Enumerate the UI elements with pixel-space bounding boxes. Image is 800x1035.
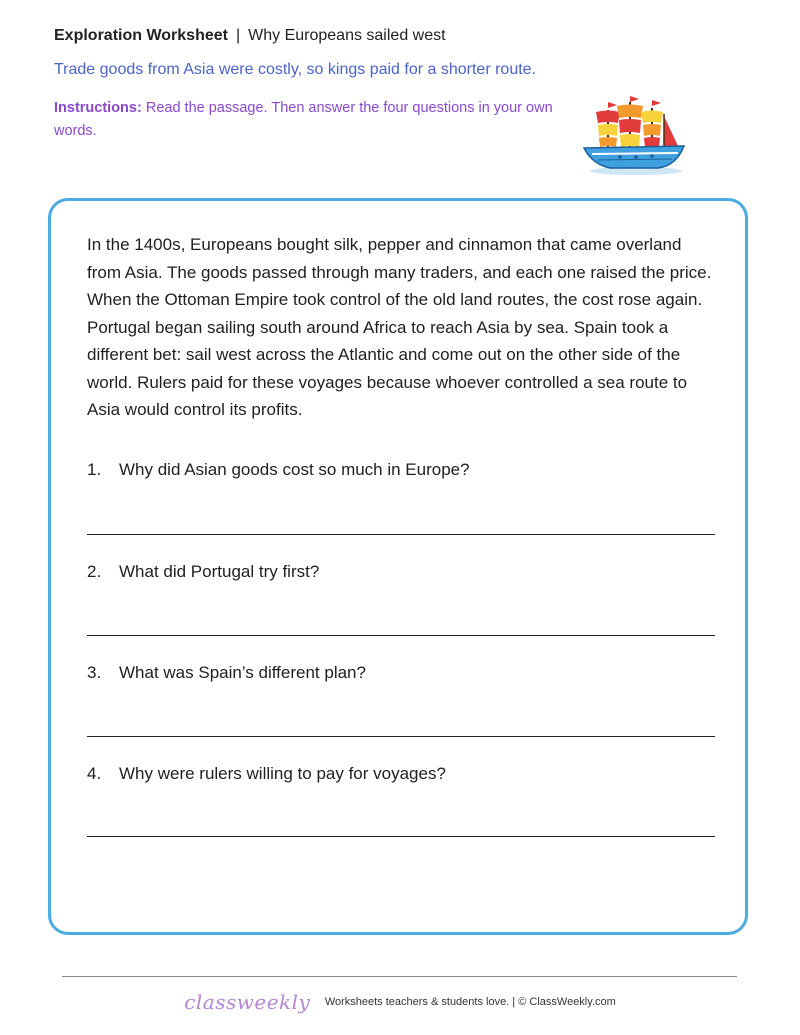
question-text: Why were rulers willing to pay for voyages? [119,764,446,783]
answer-line-2[interactable] [87,635,715,636]
worksheet-header [54,27,446,45]
question-number: 4. [87,764,102,783]
instructions-label: Instructions: [54,100,142,116]
footer-tagline: Worksheets teachers & students love. | © ClassWeekly.com [324,996,616,1008]
question-number: 3. [87,663,102,682]
question-number: 2. [87,562,102,581]
sailing-ship-icon [580,96,690,178]
question-2 [87,562,717,582]
question-text: Why did Asian goods cost so much in Europe? [119,460,470,479]
reading-passage: In the 1400s, Europeans bought silk, pepper and cinnamon that came overland from Asia. The goods passed through many traders, and each one raised the price. When the Ottoman Empire took control of the old land routes, the cost rose again. Portugal began sailing south around Africa to reach Asia by sea. Spain took a different bet: sail west across the Atlantic and come out on the other side of the world. Rulers paid for these voyages because whoever controlled a sea route to Asia would control its profits. [87,235,712,419]
question-4 [87,764,717,784]
header-separator: | [235,27,241,44]
worksheet-type: Exploration Worksheet [54,27,228,44]
brand-logo: classweekly [184,990,311,1014]
footer [0,990,800,1014]
question-number: 1. [87,460,102,479]
question-text: What did Portugal try first? [119,562,320,581]
question-3 [87,663,717,683]
footer-divider [62,976,737,977]
reading-card [48,198,748,935]
worksheet-subtitle: Trade goods from Asia were costly, so kings paid for a shorter route. [54,61,536,78]
instructions-text: Read the passage. Then answer the four questions in your own words. [54,100,553,139]
answer-line-4[interactable] [87,836,715,837]
question-1 [87,460,717,480]
question-text: What was Spain’s different plan? [119,663,366,682]
answer-line-3[interactable] [87,736,715,737]
answer-line-1[interactable] [87,534,715,535]
worksheet-topic: Why Europeans sailed west [248,27,446,44]
instructions [54,97,564,143]
